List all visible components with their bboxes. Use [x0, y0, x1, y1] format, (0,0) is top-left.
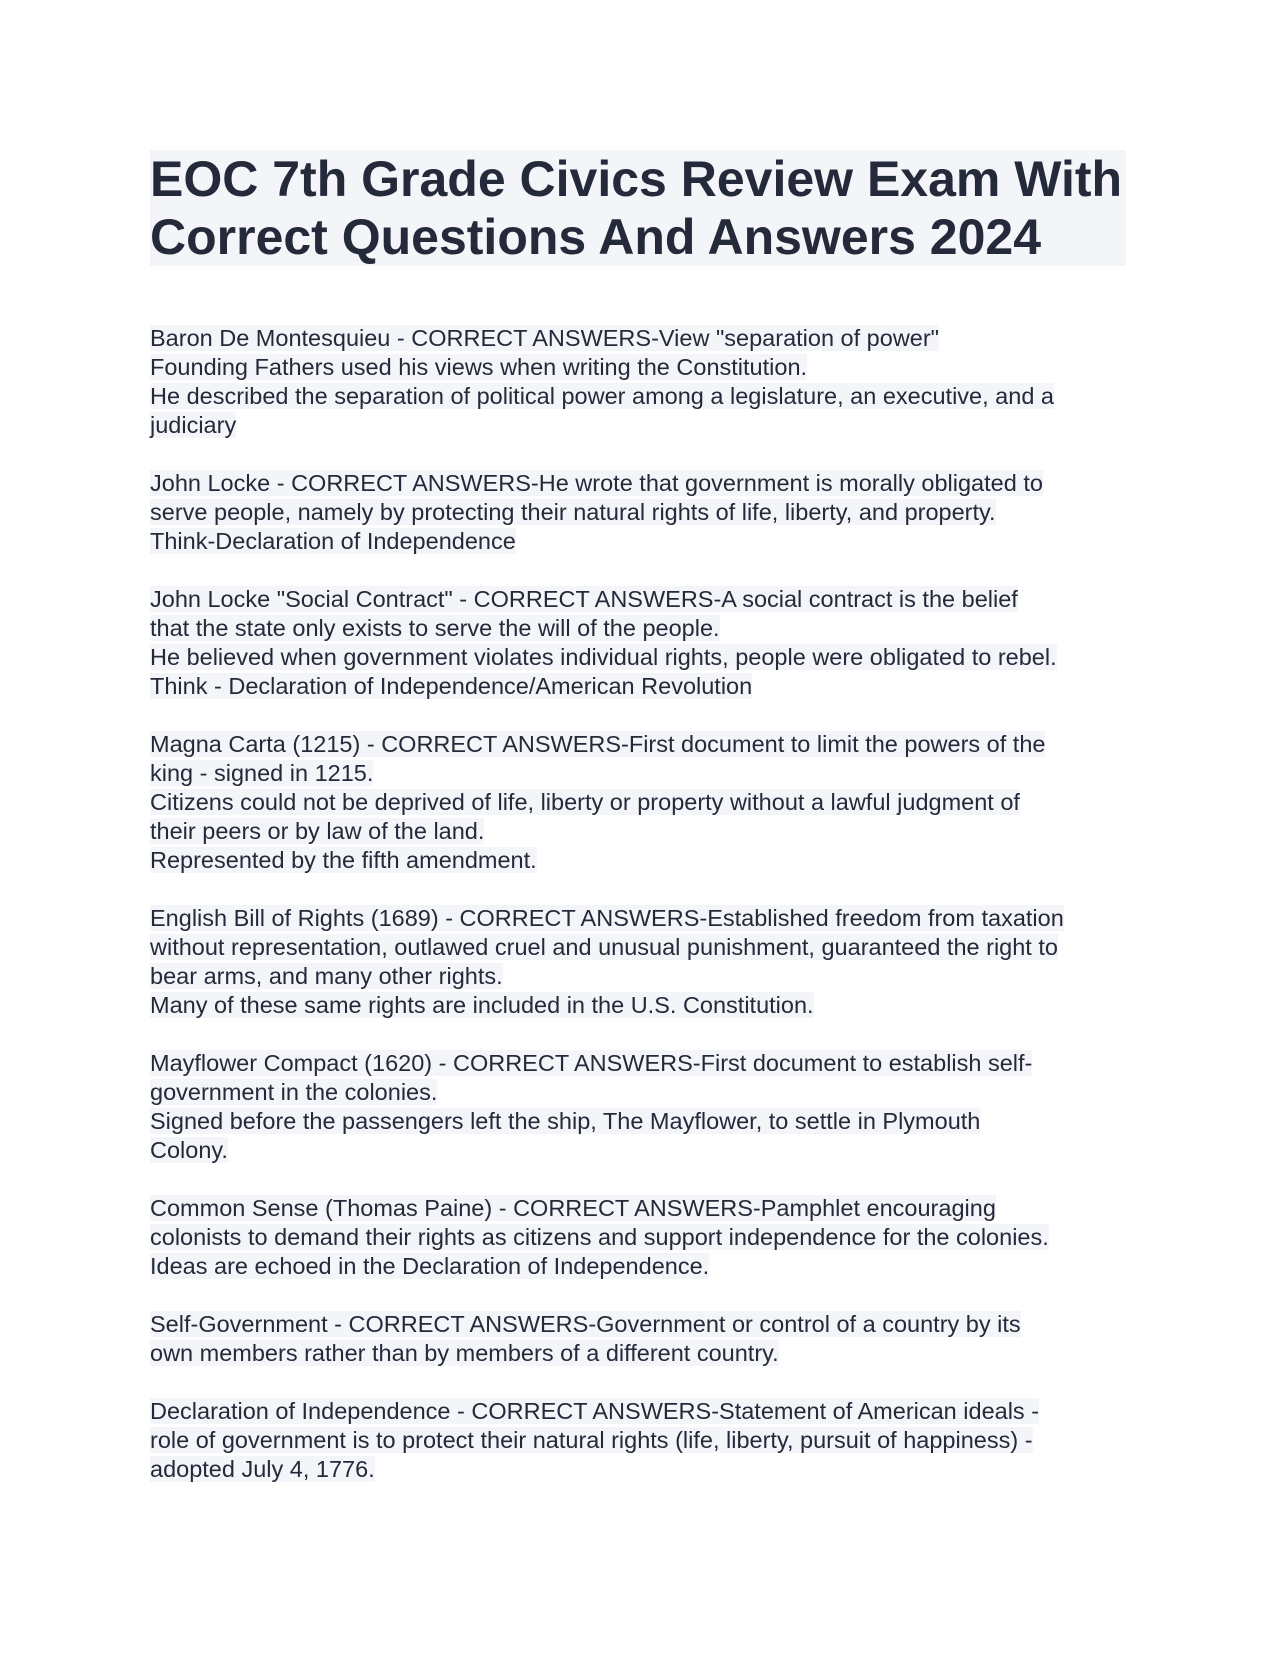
- entry-line-text: Mayflower Compact (1620) - CORRECT ANSWERS-First document to establish self-: [150, 1050, 1033, 1076]
- entry-line-text: role of government is to protect their natural rights (life, liberty, pursuit of happiness) -: [150, 1427, 1033, 1453]
- entry-line: [150, 1107, 1130, 1136]
- entry-line-text: Think - Declaration of Independence/American Revolution: [150, 673, 753, 699]
- entry-line: [150, 759, 1130, 788]
- qa-entry: [150, 1397, 1130, 1484]
- entry-line-text: He described the separation of political power among a legislature, an executive, and a: [150, 383, 1054, 409]
- entry-line-text: Founding Fathers used his views when writing the Constitution.: [150, 354, 808, 380]
- entry-line: [150, 1136, 1130, 1165]
- entry-line: [150, 933, 1130, 962]
- entry-line-text: king - signed in 1215.: [150, 760, 374, 786]
- title-line: Correct Questions And Answers 2024: [150, 209, 1042, 265]
- qa-entry: [150, 324, 1130, 440]
- entry-line-text: John Locke - CORRECT ANSWERS-He wrote that government is morally obligated to: [150, 470, 1043, 496]
- entry-line-text: Think-Declaration of Independence: [150, 528, 516, 554]
- document-page: [150, 150, 1130, 1513]
- entry-line: [150, 469, 1130, 498]
- entry-line: [150, 672, 1130, 701]
- entry-line: [150, 730, 1130, 759]
- entry-line-text: that the state only exists to serve the will of the people.: [150, 615, 720, 641]
- entry-line: [150, 643, 1130, 672]
- entry-line-text: their peers or by law of the land.: [150, 818, 485, 844]
- entry-line: [150, 498, 1130, 527]
- entry-line-text: Signed before the passengers left the ship, The Mayflower, to settle in Plymouth: [150, 1108, 981, 1134]
- entry-line-text: He believed when government violates individual rights, people were obligated to rebel.: [150, 644, 1057, 670]
- qa-entry: [150, 730, 1130, 875]
- entry-line-text: Colony.: [150, 1137, 228, 1163]
- entry-line: [150, 991, 1130, 1020]
- entry-line: [150, 411, 1130, 440]
- qa-entry: [150, 1310, 1130, 1368]
- entry-line: [150, 527, 1130, 556]
- title-line: EOC 7th Grade Civics Review Exam With: [150, 151, 1123, 207]
- entry-line: [150, 585, 1130, 614]
- entry-line-text: own members rather than by members of a different country.: [150, 1340, 779, 1366]
- entry-line-text: Ideas are echoed in the Declaration of Independence.: [150, 1253, 710, 1279]
- entry-line: [150, 324, 1130, 353]
- qa-entry: [150, 904, 1130, 1020]
- document-title-block: [150, 150, 1126, 266]
- entry-line-text: Citizens could not be deprived of life, liberty or property without a lawful judgment of: [150, 789, 1020, 815]
- entry-line-text: Represented by the fifth amendment.: [150, 847, 537, 873]
- entry-line: [150, 846, 1130, 875]
- entry-line-text: colonists to demand their rights as citizens and support independence for the colonies.: [150, 1224, 1049, 1250]
- entry-line: [150, 382, 1130, 411]
- entry-line: [150, 353, 1130, 382]
- qa-entry: [150, 1049, 1130, 1165]
- entry-line-text: English Bill of Rights (1689) - CORRECT ANSWERS-Established freedom from taxation: [150, 905, 1064, 931]
- entry-line: [150, 904, 1130, 933]
- entry-line: [150, 1426, 1130, 1455]
- entry-line: [150, 817, 1130, 846]
- entry-line: [150, 1223, 1130, 1252]
- entry-line-text: Self-Government - CORRECT ANSWERS-Government or control of a country by its: [150, 1311, 1021, 1337]
- entry-line-text: government in the colonies.: [150, 1079, 438, 1105]
- entry-line: [150, 1194, 1130, 1223]
- entry-line: [150, 1397, 1130, 1426]
- entry-line: [150, 962, 1130, 991]
- entry-line-text: Common Sense (Thomas Paine) - CORRECT ANSWERS-Pamphlet encouraging: [150, 1195, 996, 1221]
- entry-line: [150, 1339, 1130, 1368]
- entry-line: [150, 614, 1130, 643]
- entry-line-text: Magna Carta (1215) - CORRECT ANSWERS-First document to limit the powers of the: [150, 731, 1046, 757]
- entry-line: [150, 1455, 1130, 1484]
- entry-line-text: John Locke "Social Contract" - CORRECT ANSWERS-A social contract is the belief: [150, 586, 1018, 612]
- entry-line-text: adopted July 4, 1776.: [150, 1456, 375, 1482]
- qa-entry: [150, 585, 1130, 701]
- entry-line: [150, 1310, 1130, 1339]
- entry-line-text: bear arms, and many other rights.: [150, 963, 503, 989]
- entry-line: [150, 1078, 1130, 1107]
- entry-line: [150, 788, 1130, 817]
- qa-entry: [150, 469, 1130, 556]
- entry-line-text: judiciary: [150, 412, 237, 438]
- entry-line-text: Declaration of Independence - CORRECT ANSWERS-Statement of American ideals -: [150, 1398, 1040, 1424]
- entry-line-text: Many of these same rights are included in the U.S. Constitution.: [150, 992, 814, 1018]
- qa-entry-list: [150, 324, 1130, 1484]
- entry-line: [150, 1049, 1130, 1078]
- qa-entry: [150, 1194, 1130, 1281]
- document-title: [150, 150, 1122, 266]
- entry-line-text: Baron De Montesquieu - CORRECT ANSWERS-View "separation of power": [150, 325, 940, 351]
- entry-line-text: serve people, namely by protecting their natural rights of life, liberty, and property.: [150, 499, 996, 525]
- entry-line-text: without representation, outlawed cruel and unusual punishment, guaranteed the right to: [150, 934, 1058, 960]
- entry-line: [150, 1252, 1130, 1281]
